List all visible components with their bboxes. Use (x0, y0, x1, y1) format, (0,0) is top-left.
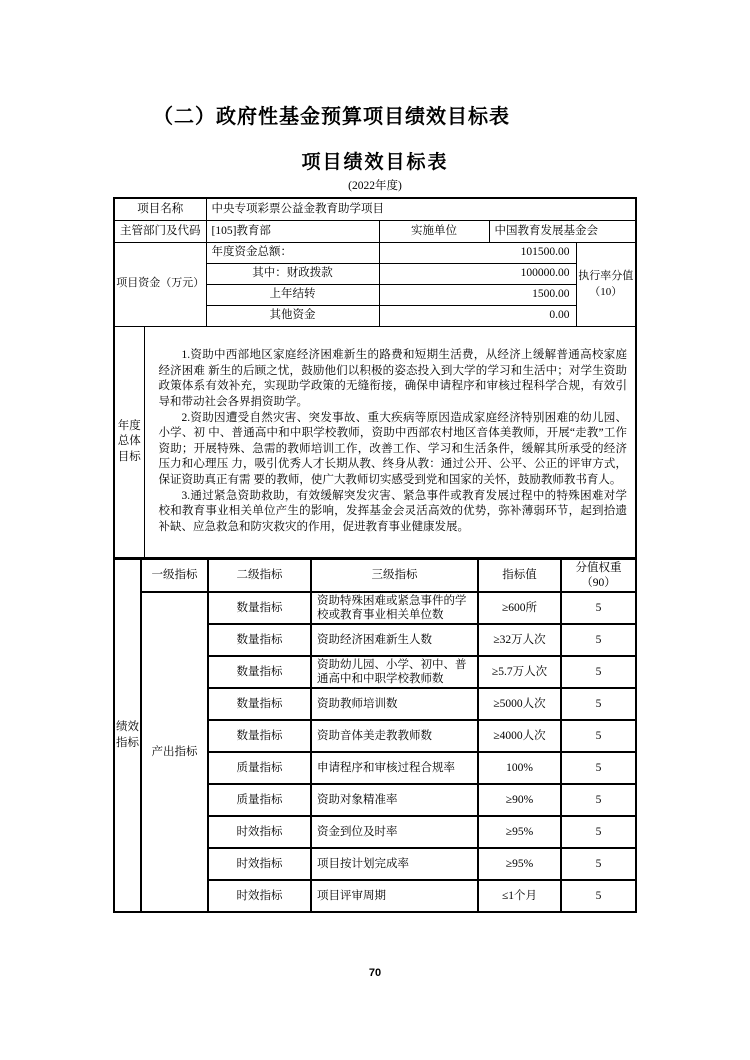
funds-other-value-cell: 0.00 (379, 305, 576, 326)
annual-goal-paragraph: 1.资助中西部地区家庭经济困难新生的路费和短期生活费，从经济上缓解普通高校家庭经济困难 新生的后顾之忧，鼓励他们以积极的姿态投入到大学的学习和生活中；对学生资助政策体系有效补充，实现助学政策的无缝衔接，确保申请程序和审核过程科学合规，有效引导和带动社会各界捐资助学。 (158, 349, 627, 408)
level2-cell: 数量指标 (208, 624, 311, 656)
annual-goal-paragraph: 3.通过紧急资助救助，有效缓解突发灾害、紧急事件或教育发展过程中的特殊困难对学校和教育事业相关单位产生的影响，发挥基金会灵活高效的优势，弥补薄弱环节，起到拾遗补缺、应急救急和防灾救灾的作用，促进教育事业健康发展。 (158, 489, 627, 533)
level3-cell: 资助音体美走教教师数 (311, 720, 478, 752)
execution-rate-score-cell (576, 242, 636, 326)
header-value-cell: 指标值 (478, 559, 561, 592)
project-funds-label-cell: 项目资金（万元） (114, 242, 206, 326)
indicator-value-cell: ≥90% (478, 784, 561, 816)
indicator-weight-cell: 5 (561, 656, 636, 688)
level2-cell: 时效指标 (208, 816, 311, 848)
level3-cell: 申请程序和审核过程合规率 (311, 752, 478, 784)
level3-cell: 资助对象精准率 (311, 784, 478, 816)
level3-cell: 项目评审周期 (311, 880, 478, 912)
indicator-weight-cell: 5 (561, 720, 636, 752)
execution-rate-score: （10） (589, 286, 623, 298)
indicator-value-cell: ≥5000人次 (478, 688, 561, 720)
indicator-row (114, 592, 636, 624)
annual-goal-label-line: 年度 (117, 419, 141, 432)
annual-goal-text-cell (144, 326, 636, 558)
level3-cell: 资助经济困难新生人数 (311, 624, 478, 656)
annual-goal-paragraph: 2.资助因遭受自然灾害、突发事故、重大疾病等原因造成家庭经济特别困难的幼儿园、小学、初 中、普通高中和中职学校教师，资助中西部农村地区音体美教师，开展“走教”工作资助；开展特殊、急需的教师培训工作，改善工作、学习和生活条件，缓解其所承受的经济压力和心理压 力，吸引优秀人才长期从教、终身从教：通过公开、公平、公正的评审方式，保证资助真正有需 要的教师，使广大教师切实感受到党和国家的关怀，鼓励教师教书育人。 (158, 411, 627, 486)
performance-indicator-label-line: 指标 (116, 736, 139, 749)
level2-cell: 数量指标 (208, 688, 311, 720)
level2-cell: 数量指标 (208, 592, 311, 624)
indicator-weight-cell: 5 (561, 688, 636, 720)
indicator-weight-cell: 5 (561, 816, 636, 848)
header-weight-line: （90） (581, 576, 616, 589)
project-name-label-cell: 项目名称 (114, 198, 206, 220)
project-name-value-cell: 中央专项彩票公益金教育助学项目 (206, 198, 636, 220)
annual-goal-label-line: 总体 (117, 435, 141, 447)
header-weight-line: 分值权重 (575, 561, 622, 574)
indicator-value-cell: ≥95% (478, 816, 561, 848)
header-level2-cell: 二级指标 (208, 559, 311, 592)
header-level1-cell: 一级指标 (141, 559, 208, 592)
execution-rate-label: 执行率分值 (578, 270, 634, 282)
impl-unit-label-cell: 实施单位 (379, 220, 489, 242)
table-year-subtitle: (2022年度) (348, 180, 402, 192)
level3-cell: 资助特殊困难或紧急事件的学校或教育事业相关单位数 (311, 592, 478, 624)
performance-target-table (113, 197, 635, 913)
indicator-weight-cell: 5 (561, 592, 636, 624)
level3-cell: 资助教师培训数 (311, 688, 478, 720)
level2-cell: 质量指标 (208, 784, 311, 816)
indicator-weight-cell: 5 (561, 880, 636, 912)
indicator-value-cell: ≥32万人次 (478, 624, 561, 656)
funds-carryover-value-cell: 1500.00 (379, 284, 576, 305)
level3-cell: 项目按计划完成率 (311, 848, 478, 880)
level2-cell: 数量指标 (208, 720, 311, 752)
section-title: （二）政府性基金预算项目绩效目标表 (153, 106, 510, 128)
indicator-value-cell: 100% (478, 752, 561, 784)
header-weight-cell (561, 559, 636, 592)
table-row (114, 242, 636, 263)
funds-fiscal-value-cell: 100000.00 (379, 263, 576, 284)
indicator-weight-cell: 5 (561, 752, 636, 784)
indicator-value-cell: ≥95% (478, 848, 561, 880)
department-value-cell: [105]教育部 (206, 220, 379, 242)
performance-indicator-label-cell (114, 559, 141, 912)
funds-total-label-cell: 年度资金总额： (206, 242, 379, 263)
indicators-table (113, 558, 637, 913)
table-row (114, 559, 636, 592)
indicator-weight-cell: 5 (561, 784, 636, 816)
table-title: 项目绩效目标表 (301, 152, 449, 173)
level2-cell: 时效指标 (208, 880, 311, 912)
impl-unit-value-cell: 中国教育发展基金会 (489, 220, 636, 242)
page-number: 70 (368, 967, 382, 979)
level2-cell: 数量指标 (208, 656, 311, 688)
department-label-cell: 主管部门及代码 (114, 220, 206, 242)
table-row (114, 220, 636, 242)
performance-indicator-label-line: 绩效 (116, 721, 139, 733)
indicator-value-cell: ≤1个月 (478, 880, 561, 912)
basic-info-table (113, 197, 637, 559)
level3-cell: 资金到位及时率 (311, 816, 478, 848)
indicator-weight-cell: 5 (561, 624, 636, 656)
annual-goal-label-cell (114, 326, 144, 558)
level1-output-indicator-cell: 产出指标 (141, 592, 208, 912)
funds-total-value-cell: 101500.00 (379, 242, 576, 263)
level2-cell: 质量指标 (208, 752, 311, 784)
table-row (114, 326, 636, 558)
annual-goal-label-line: 目标 (117, 450, 141, 463)
funds-carryover-label-cell: 上年结转 (206, 284, 379, 305)
header-level3-cell: 三级指标 (311, 559, 478, 592)
level3-cell: 资助幼儿园、小学、初中、普通高中和中职学校教师数 (311, 656, 478, 688)
indicator-value-cell: ≥600所 (478, 592, 561, 624)
funds-other-label-cell: 其他资金 (206, 305, 379, 326)
level2-cell: 时效指标 (208, 848, 311, 880)
indicator-weight-cell: 5 (561, 848, 636, 880)
table-row (114, 198, 636, 220)
funds-fiscal-label-cell: 其中：财政拨款 (206, 263, 379, 284)
indicator-value-cell: ≥5.7万人次 (478, 656, 561, 688)
indicator-value-cell: ≥4000人次 (478, 720, 561, 752)
